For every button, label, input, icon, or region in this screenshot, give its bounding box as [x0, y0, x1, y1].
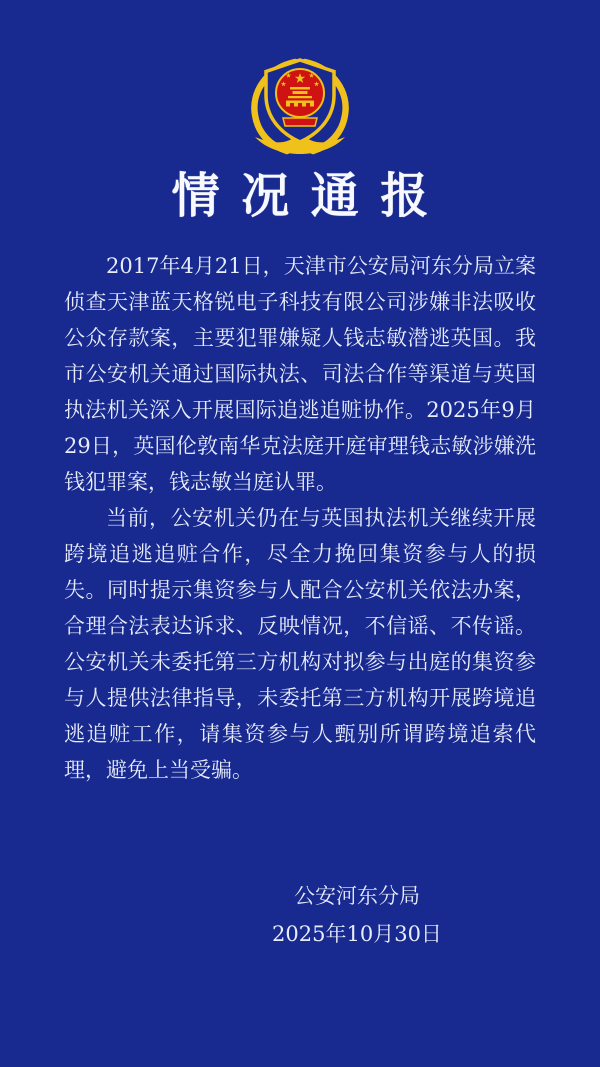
notice-title: 情况通报: [171, 168, 450, 224]
paragraph-2: 当前，公安机关仍在与英国执法机关继续开展跨境追逃追赃合作，尽全力挽回集资参与人的损失。同时提示集资参与人配合公安机关依法办案，合理合法表达诉求、反映情况，不信谣、不传谣。公安机关未委托第三方机构对拟参与出庭的集资参与人提供法律指导，未委托第三方机构开展跨境追逃追赃工作，请集资参与人甄别所谓跨境追索代理，避免上当受骗。: [64, 506, 536, 782]
paragraph-1: 2017年4月21日，天津市公安局河东分局立案侦查天津蓝天格锐电子科技有限公司涉嫌非法吸收公众存款案，主要犯罪嫌疑人钱志敏潜逃英国。我市公安机关通过国际执法、司法合作等渠道与英国执法机关深入开展国际追逃追赃协作。2025年9月29日，英国伦敦南华克法庭开庭审理钱志敏涉嫌洗钱犯罪案，钱志敏当庭认罪。: [64, 254, 536, 494]
notice-body: [64, 248, 536, 788]
signature-date: 2025年10月30日: [272, 922, 442, 946]
police-badge-icon: [240, 55, 360, 159]
signature-block: [57, 877, 600, 953]
signature-issuer: 公安河东分局: [294, 884, 420, 908]
ribbon-icon: [283, 118, 317, 126]
